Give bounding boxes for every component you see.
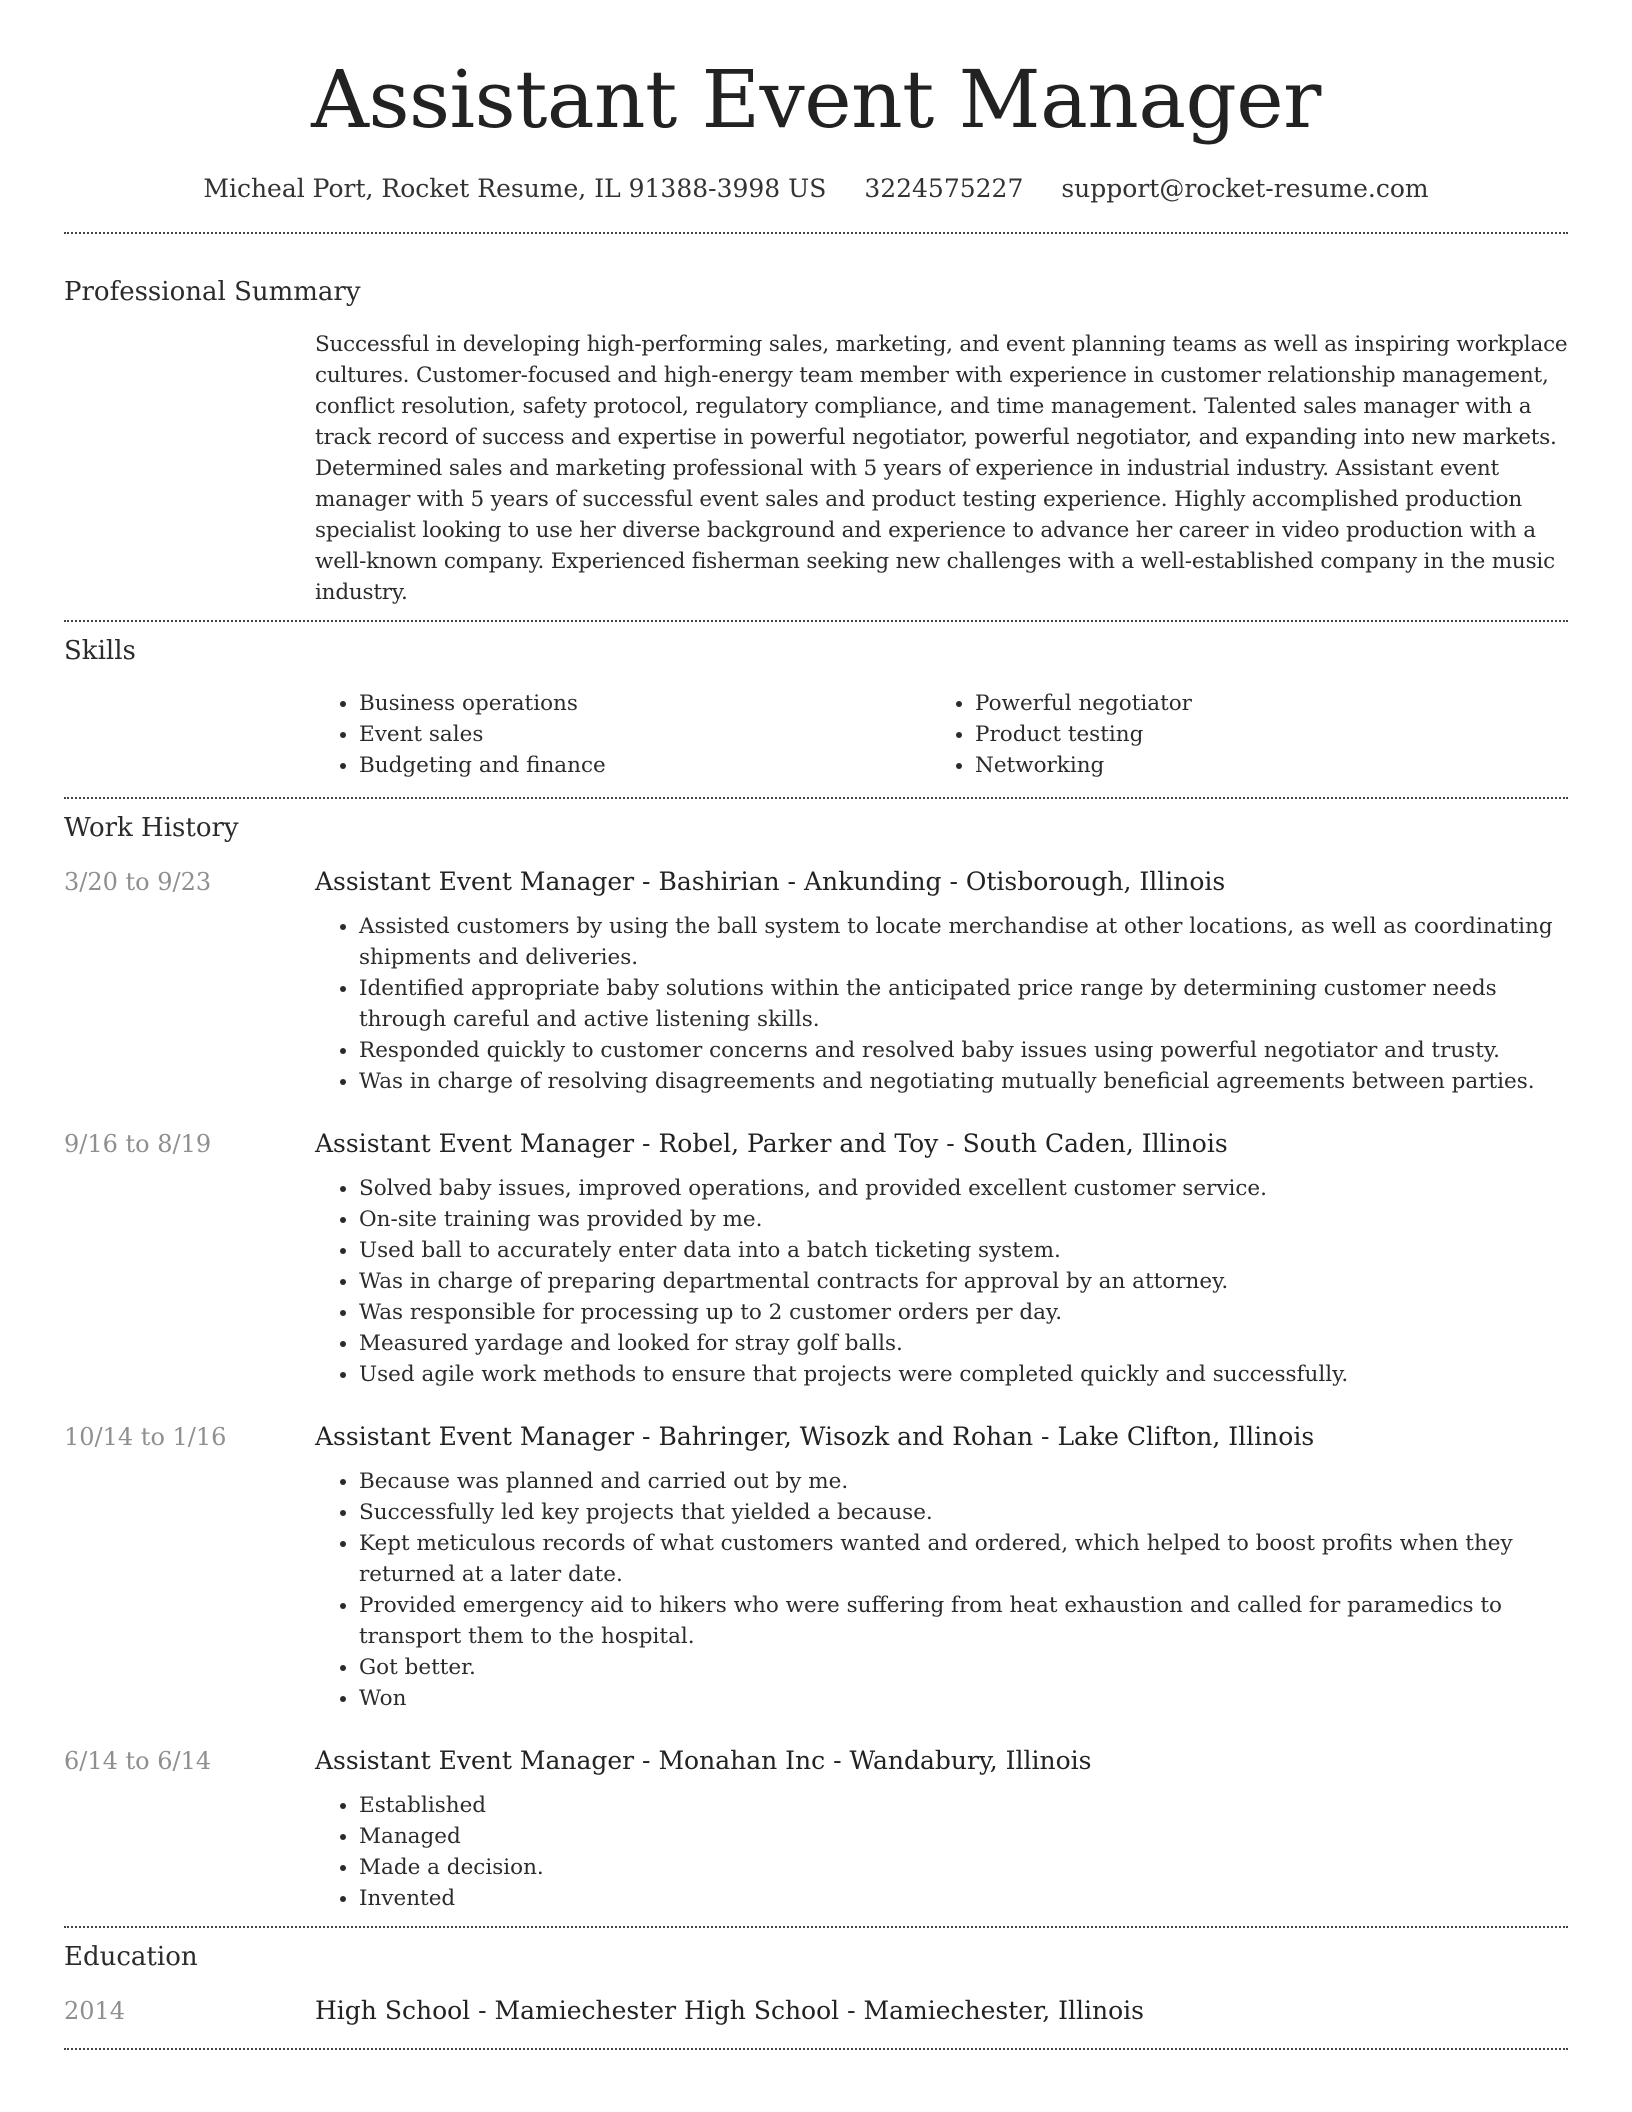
- divider: [64, 232, 1568, 234]
- job-bullet: • On-site training was provided by me.: [359, 1204, 1568, 1235]
- job-bullet: • Was responsible for processing up to 2 customer orders per day.: [359, 1297, 1568, 1328]
- contact-phone: 3224575227: [864, 174, 1024, 203]
- section-title-work: Work History: [64, 813, 239, 843]
- job-heading: Assistant Event Manager - Bahringer, Wisozk and Rohan - Lake Clifton, Illinois: [315, 1422, 1315, 1451]
- job-bullet: • Got better.: [359, 1652, 1568, 1683]
- job-date: 10/14 to 1/16: [64, 1423, 227, 1451]
- skill-item: • Business operations: [359, 688, 931, 719]
- education-date: 2014: [64, 1997, 126, 2025]
- divider: [64, 620, 1568, 622]
- job-bullet: • Solved baby issues, improved operations, and provided excellent customer service.: [359, 1173, 1568, 1204]
- job-bullet: • Was in charge of preparing departmental contracts for approval by an attorney.: [359, 1266, 1568, 1297]
- job-bullet: • Used agile work methods to ensure that projects were completed quickly and successfully.: [359, 1359, 1568, 1390]
- job-bullet: • Was in charge of resolving disagreements and negotiating mutually beneficial agreements between parties.: [359, 1066, 1568, 1097]
- job-bullet: • Used ball to accurately enter data into a batch ticketing system.: [359, 1235, 1568, 1266]
- job-date: 6/14 to 6/14: [64, 1747, 212, 1775]
- job-bullet: • Managed: [359, 1821, 1568, 1852]
- education-entry: [64, 1994, 1568, 2028]
- job-bullet: • Kept meticulous records of what customers wanted and ordered, which helped to boost profits when they returned at a later date.: [359, 1528, 1568, 1590]
- job-bullets: [315, 911, 1568, 1097]
- section-title-skills: Skills: [64, 636, 136, 666]
- job-bullets: [315, 1466, 1568, 1714]
- skills-columns: [315, 688, 1568, 781]
- job-bullet: • Responded quickly to customer concerns and resolved baby issues using powerful negotiator and trusty.: [359, 1035, 1568, 1066]
- job-bullet: • Identified appropriate baby solutions within the anticipated price range by determining customer needs through careful and active listening skills.: [359, 973, 1568, 1035]
- job-entry: [64, 1744, 1568, 1914]
- skills-list-left: [315, 688, 931, 781]
- resume-name: Assistant Event Manager: [311, 53, 1321, 146]
- job-date: 3/20 to 9/23: [64, 868, 212, 896]
- contact-address: Micheal Port, Rocket Resume, IL 91388-3998 US: [203, 174, 827, 203]
- job-bullet: • Because was planned and carried out by me.: [359, 1466, 1568, 1497]
- job-bullet: • Successfully led key projects that yielded a because.: [359, 1497, 1568, 1528]
- skill-item: • Networking: [975, 750, 1547, 781]
- skill-item: • Powerful negotiator: [975, 688, 1547, 719]
- divider: [64, 1926, 1568, 1928]
- job-bullet: • Made a decision.: [359, 1852, 1568, 1883]
- section-education: [64, 1939, 1568, 2028]
- summary-text: Successful in developing high-performing sales, marketing, and event planning teams as well as inspiring workplace cultures. Customer-focused and high-energy team member with experience in customer relationship management, conflict resolution, safety protocol, regulatory compliance, and time management. Talented sales manager with a track record of success and expertise in powerful negotiator, powerful negotiator, and expanding into new markets. Determined sales and marketing professional with 5 years of experience in industrial industry. Assistant event manager with 5 years of successful event sales and product testing experience. Highly accomplished production specialist looking to use her diverse background and experience to advance her career in video production with a well-known company. Experienced fisherman seeking new challenges with a well-established company in the music industry.: [315, 332, 1568, 605]
- job-bullet: • Assisted customers by using the ball system to locate merchandise at other locations, as well as coordinating shipments and deliveries.: [359, 911, 1568, 973]
- job-bullets: [315, 1790, 1568, 1914]
- job-heading: Assistant Event Manager - Bashirian - Ankunding - Otisborough, Illinois: [315, 867, 1226, 896]
- section-title-education: Education: [64, 1942, 198, 1972]
- job-bullet: • Measured yardage and looked for stray golf balls.: [359, 1328, 1568, 1359]
- education-heading: High School - Mamiechester High School - Mamiechester, Illinois: [315, 1996, 1145, 2025]
- job-entry: [64, 1127, 1568, 1390]
- skill-item: • Budgeting and finance: [359, 750, 931, 781]
- section-summary: [64, 274, 1568, 608]
- job-heading: Assistant Event Manager - Robel, Parker and Toy - South Caden, Illinois: [315, 1129, 1228, 1158]
- section-skills: [64, 633, 1568, 781]
- skill-item: • Event sales: [359, 719, 931, 750]
- section-title-summary: Professional Summary: [64, 277, 361, 307]
- divider: [64, 2048, 1568, 2050]
- job-bullets: [315, 1173, 1568, 1390]
- skills-list-right: [931, 688, 1547, 781]
- section-work-history: [64, 810, 1568, 1914]
- contact-line: [64, 172, 1568, 206]
- skill-item: • Product testing: [975, 719, 1547, 750]
- job-entry: [64, 865, 1568, 1097]
- contact-email: support@rocket-resume.com: [1061, 174, 1429, 203]
- job-date: 9/16 to 8/19: [64, 1130, 212, 1158]
- job-bullet: • Invented: [359, 1883, 1568, 1914]
- job-bullet: • Established: [359, 1790, 1568, 1821]
- job-bullet: • Won: [359, 1683, 1568, 1714]
- divider: [64, 797, 1568, 799]
- job-heading: Assistant Event Manager - Monahan Inc - Wandabury, Illinois: [315, 1746, 1092, 1775]
- job-entry: [64, 1420, 1568, 1714]
- job-bullet: • Provided emergency aid to hikers who were suffering from heat exhaustion and called for paramedics to transport them to the hospital.: [359, 1590, 1568, 1652]
